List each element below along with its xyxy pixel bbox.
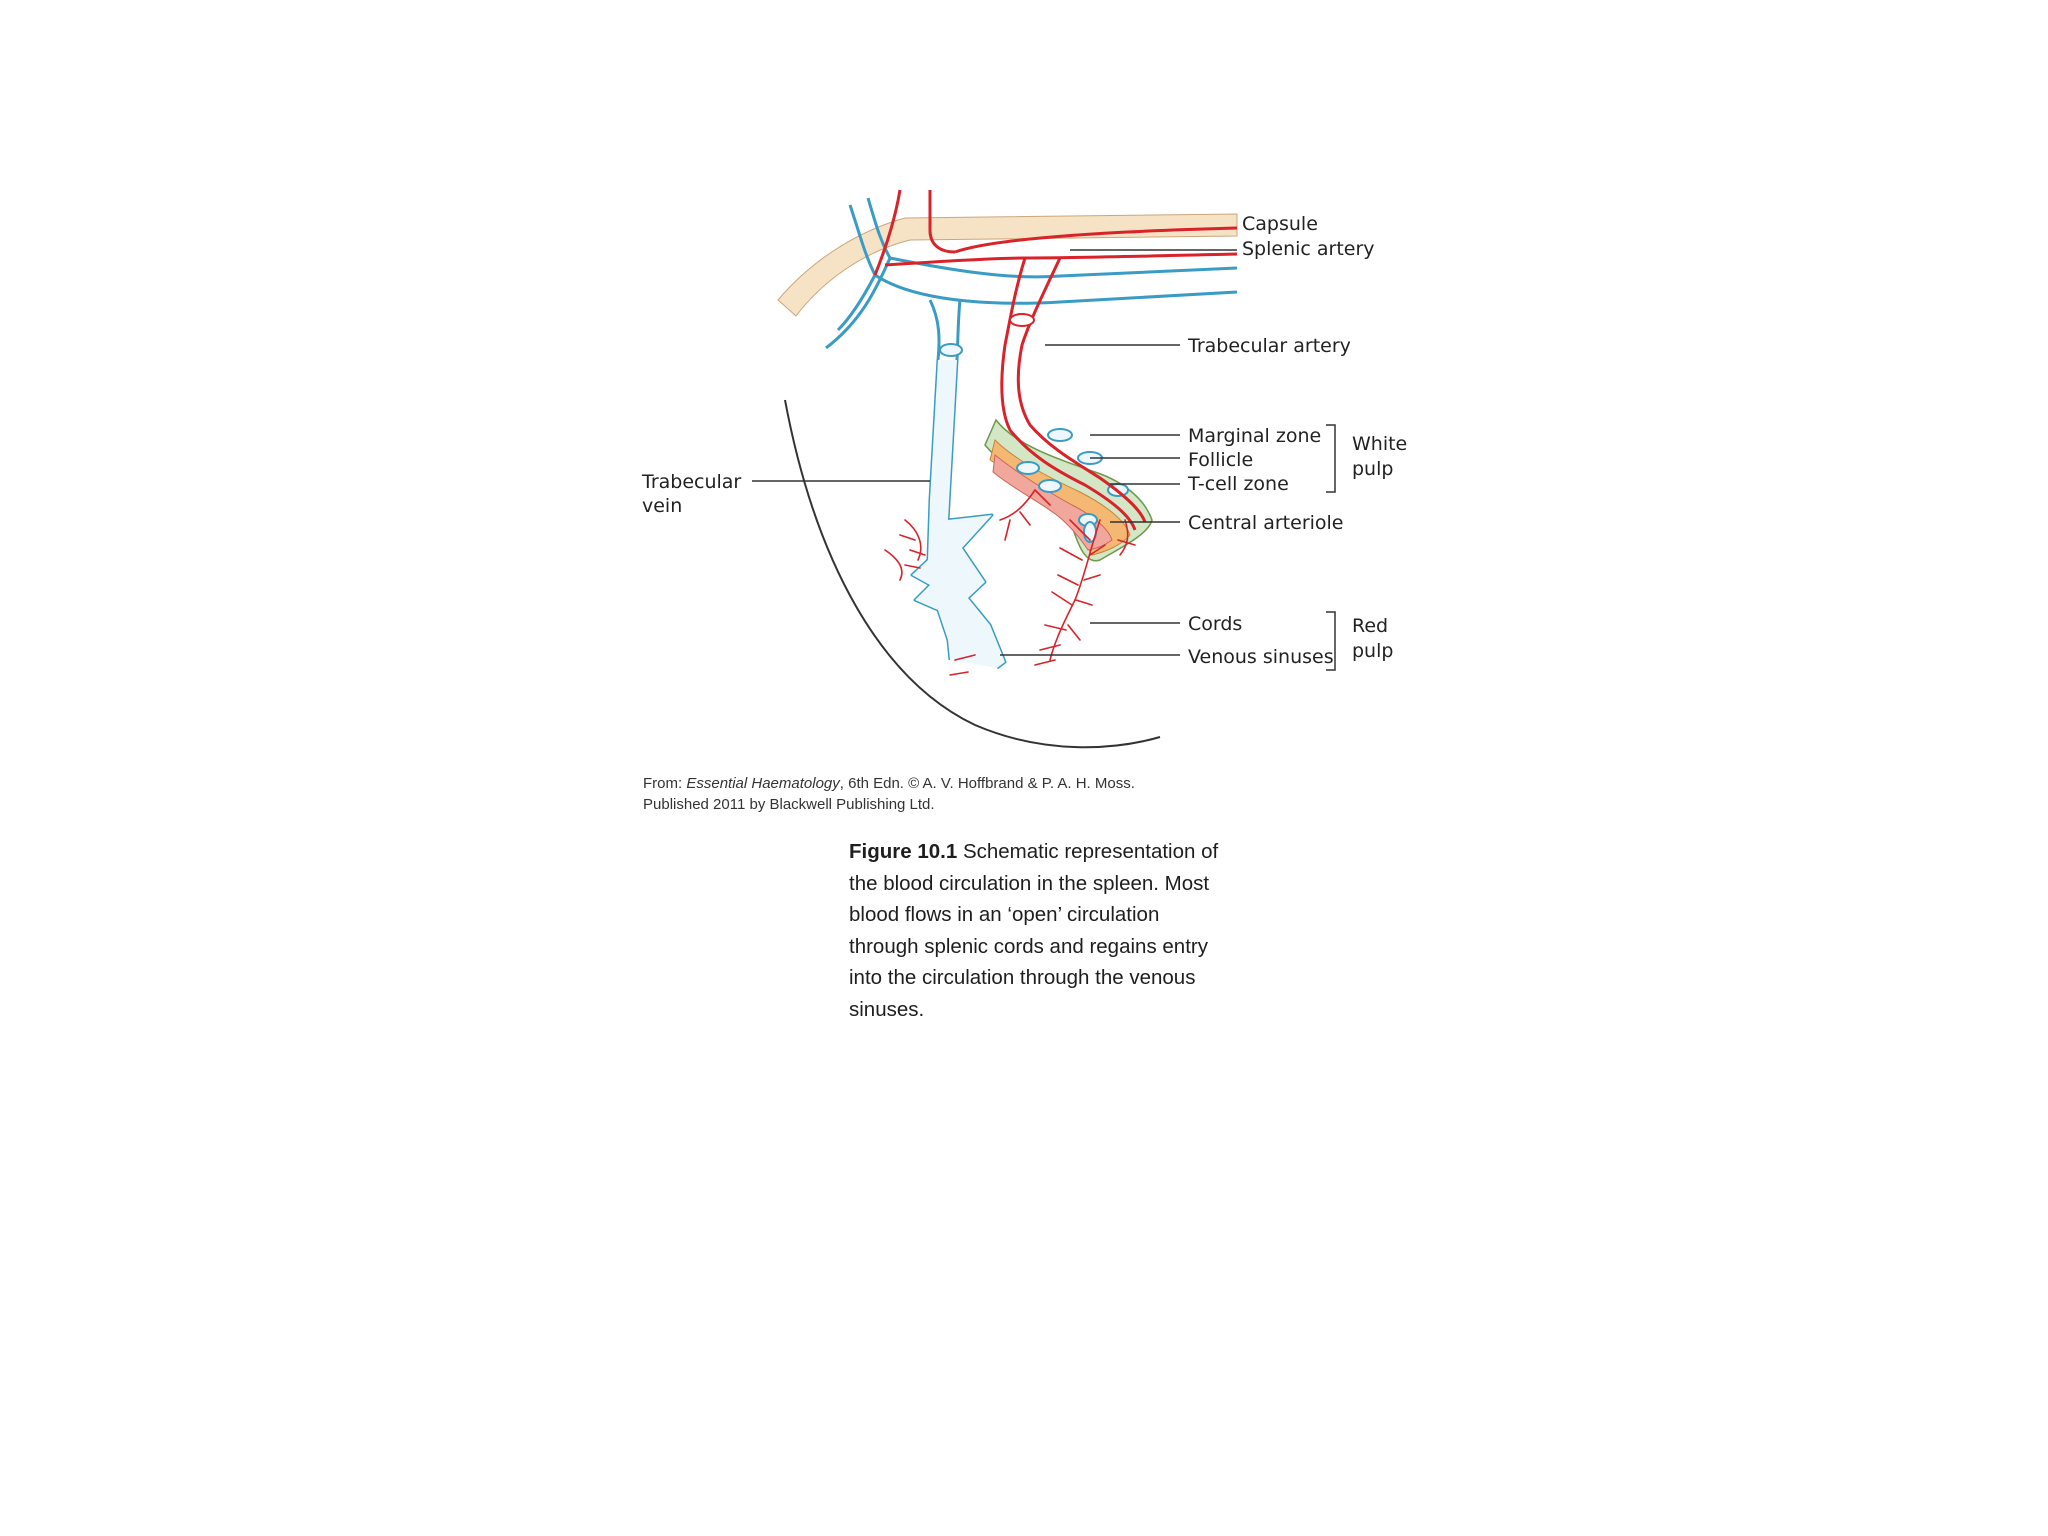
vein-cross-section (940, 344, 962, 356)
label-splenic-artery: Splenic artery (1242, 238, 1375, 260)
source-line-2: Published 2011 by Blackwell Publishing Ltd. (643, 796, 935, 813)
vein-system (826, 198, 1237, 668)
artery-cross-section (1010, 314, 1034, 326)
source-credit (643, 773, 1263, 815)
source-edition: , 6th Edn. © A. V. Hoffbrand & P. A. H. Moss. (839, 775, 1135, 792)
label-trabecular: Trabecular (642, 471, 742, 493)
source-line-1 (643, 773, 1263, 794)
label-white-pulp: pulp (1352, 458, 1394, 480)
label-cords: Cords (1188, 613, 1243, 635)
caption-text: Schematic representation of the blood circulation in the spleen. Most blood flows in an ‘open’ circulation through splenic cords and regains entry into the circulation through the venous sinuses. (849, 840, 1219, 1021)
label-vein: vein (642, 495, 683, 517)
label-t-cell-zone: T-cell zone (1188, 473, 1289, 495)
label-venous-sinuses: Venous sinuses (1188, 646, 1334, 668)
label-trabecular-artery: Trabecular artery (1188, 335, 1351, 357)
label-red: Red (1352, 615, 1389, 637)
figure-number: Figure 10.1 (849, 840, 958, 863)
label-follicle: Follicle (1188, 449, 1254, 471)
figure-caption (849, 836, 1229, 1025)
label-capsule: Capsule (1242, 213, 1318, 235)
label-central-arteriole: Central arteriole (1188, 512, 1344, 534)
label-red-pulp: pulp (1352, 640, 1394, 662)
label-white: White (1352, 433, 1408, 455)
label-marginal-zone: Marginal zone (1188, 425, 1322, 447)
source-book-title: Essential Haematology (686, 775, 840, 792)
source-prefix: From: (643, 775, 687, 792)
